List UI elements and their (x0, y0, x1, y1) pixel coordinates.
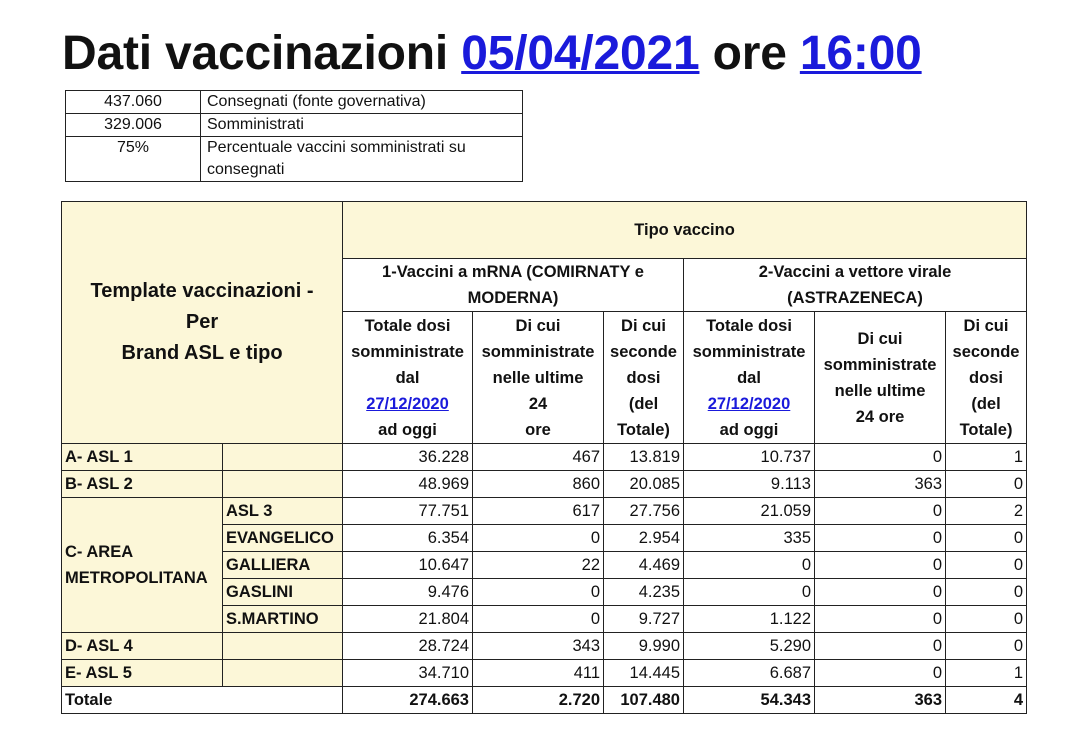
cell: 9.727 (604, 606, 684, 633)
cell: 20.085 (604, 471, 684, 498)
summary-label: Somministrati (201, 114, 523, 137)
cell: 14.445 (604, 660, 684, 687)
cell: 335 (684, 525, 815, 552)
header-row (62, 202, 1027, 259)
cell: 0 (684, 552, 815, 579)
cell: 617 (473, 498, 604, 525)
cell: 2.954 (604, 525, 684, 552)
col-header-24h-viral: Di cui somministrate nelle ultime 24 ore (815, 312, 946, 444)
cell: 6.354 (343, 525, 473, 552)
cell: 9.476 (343, 579, 473, 606)
summary-value: 75% (66, 137, 201, 182)
row-sublabel (223, 471, 343, 498)
cell: 0 (946, 471, 1027, 498)
summary-value: 329.006 (66, 114, 201, 137)
mrna-group-header: 1-Vaccini a mRNA (COMIRNATY e MODERNA) (343, 259, 684, 312)
cell: 860 (473, 471, 604, 498)
cell: 27.756 (604, 498, 684, 525)
row-label: B- ASL 2 (62, 471, 223, 498)
title-prefix: Dati vaccinazioni (62, 27, 449, 80)
page-title (62, 22, 922, 86)
row-sublabel (223, 633, 343, 660)
cell: 9.113 (684, 471, 815, 498)
cell: 10.647 (343, 552, 473, 579)
cell: 0 (815, 498, 946, 525)
summary-row (66, 137, 523, 182)
summary-table (65, 90, 523, 182)
summary-label: Consegnati (fonte governativa) (201, 91, 523, 114)
table-row (62, 471, 1027, 498)
summary-value: 437.060 (66, 91, 201, 114)
cell: 0 (815, 579, 946, 606)
summary-row (66, 91, 523, 114)
cell: 28.724 (343, 633, 473, 660)
cell: 34.710 (343, 660, 473, 687)
cell: 0 (815, 606, 946, 633)
start-date-link[interactable]: 27/12/2020 (366, 394, 449, 413)
cell: 2 (946, 498, 1027, 525)
cell: 0 (946, 552, 1027, 579)
cell: 0 (815, 525, 946, 552)
cell: 48.969 (343, 471, 473, 498)
cell: 6.687 (684, 660, 815, 687)
col-header-totale-viral: Totale dosi somministrate dal 27/12/2020 ad oggi (684, 312, 815, 444)
cell: 0 (684, 579, 815, 606)
row-sublabel (223, 444, 343, 471)
cell: 9.990 (604, 633, 684, 660)
vaccination-table (61, 201, 1027, 714)
viral-vector-group-header: 2-Vaccini a vettore virale (ASTRAZENECA) (684, 259, 1027, 312)
row-sublabel: ASL 3 (223, 498, 343, 525)
row-label-area-metropolitana: C- AREA METROPOLITANA (62, 498, 223, 633)
tipo-vaccino-header: Tipo vaccino (343, 202, 1027, 259)
cell: 1.122 (684, 606, 815, 633)
col-header-24h-mrna: Di cui somministrate nelle ultime 24 ore (473, 312, 604, 444)
col-header-totale-mrna: Totale dosi somministrate dal 27/12/2020 ad oggi (343, 312, 473, 444)
cell: 363 (815, 687, 946, 714)
row-sublabel: EVANGELICO (223, 525, 343, 552)
cell: 467 (473, 444, 604, 471)
time-link[interactable]: 16:00 (799, 27, 922, 80)
cell: 21.804 (343, 606, 473, 633)
cell: 0 (946, 525, 1027, 552)
cell: 2.720 (473, 687, 604, 714)
table-row (62, 633, 1027, 660)
cell: 54.343 (684, 687, 815, 714)
table-row (62, 498, 1027, 525)
cell: 4.469 (604, 552, 684, 579)
col-header-seconde-viral: Di cui seconde dosi (del Totale) (946, 312, 1027, 444)
cell: 0 (815, 660, 946, 687)
table-row (62, 444, 1027, 471)
row-label: A- ASL 1 (62, 444, 223, 471)
table-row (62, 660, 1027, 687)
table-corner-title: Template vaccinazioni - Per Brand ASL e tipo (62, 202, 343, 444)
cell: 363 (815, 471, 946, 498)
cell: 274.663 (343, 687, 473, 714)
cell: 1 (946, 660, 1027, 687)
cell: 77.751 (343, 498, 473, 525)
cell: 5.290 (684, 633, 815, 660)
cell: 0 (946, 633, 1027, 660)
cell: 0 (815, 633, 946, 660)
cell: 36.228 (343, 444, 473, 471)
cell: 411 (473, 660, 604, 687)
total-label: Totale (62, 687, 343, 714)
title-ore: ore (712, 27, 787, 80)
cell: 0 (473, 606, 604, 633)
cell: 13.819 (604, 444, 684, 471)
cell: 0 (946, 579, 1027, 606)
cell: 107.480 (604, 687, 684, 714)
row-sublabel: GALLIERA (223, 552, 343, 579)
row-sublabel: S.MARTINO (223, 606, 343, 633)
start-date-link[interactable]: 27/12/2020 (707, 394, 791, 413)
cell: 10.737 (684, 444, 815, 471)
cell: 4.235 (604, 579, 684, 606)
cell: 0 (815, 444, 946, 471)
cell: 0 (473, 525, 604, 552)
row-sublabel: GASLINI (223, 579, 343, 606)
cell: 0 (815, 552, 946, 579)
summary-row (66, 114, 523, 137)
row-sublabel (223, 660, 343, 687)
cell: 0 (473, 579, 604, 606)
cell: 0 (946, 606, 1027, 633)
cell: 21.059 (684, 498, 815, 525)
cell: 1 (946, 444, 1027, 471)
row-label: D- ASL 4 (62, 633, 223, 660)
col-header-seconde-mrna: Di cui seconde dosi (del Totale) (604, 312, 684, 444)
cell: 22 (473, 552, 604, 579)
summary-label: Percentuale vaccini somministrati su consegnati (201, 137, 523, 182)
cell: 343 (473, 633, 604, 660)
total-row (62, 687, 1027, 714)
date-link[interactable]: 05/04/2021 (461, 27, 700, 80)
row-label: E- ASL 5 (62, 660, 223, 687)
cell: 4 (946, 687, 1027, 714)
